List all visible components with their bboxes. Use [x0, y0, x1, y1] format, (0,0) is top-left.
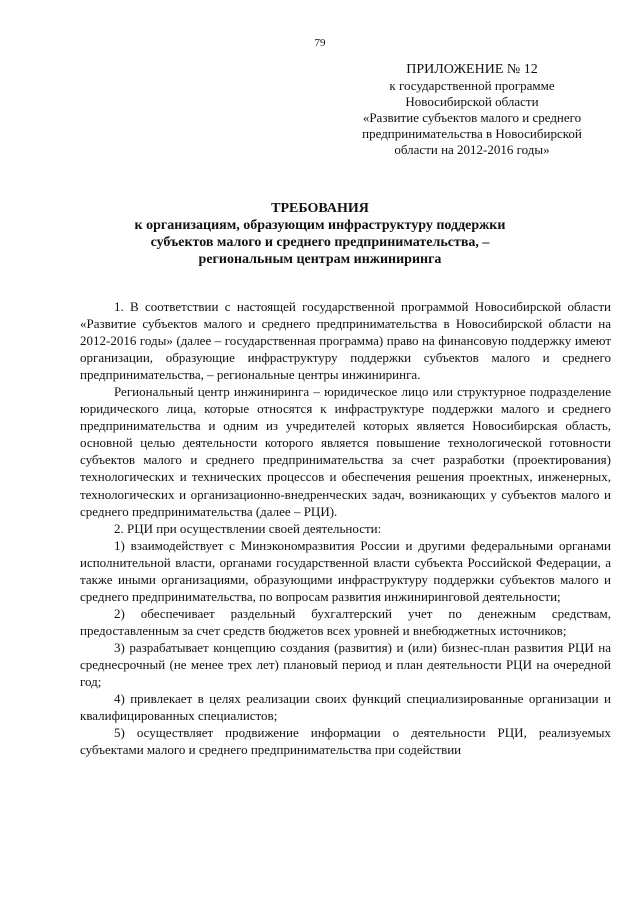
appendix-line: Новосибирской области — [405, 94, 539, 109]
paragraph-definition: Региональный центр инжиниринга – юридическое лицо или структурное подразделение юридического лица, которые относятся к инфраструктуре поддержки малого и среднего предпринимательства и одним из учредителей которых является Новосибирская область, основной целью деятельности которого является повышение технологической готовности субъектов малого и среднего предпринимательства за счет разработки (проектирования) технологических и технических процессов и обеспечения решения проектных, инженерных, технологических и организационно-внедренческих задач, возникающих у субъектов малого и среднего предпринимательства (далее – РЦИ). — [80, 384, 611, 519]
appendix-line: «Развитие субъектов малого и среднего — [362, 110, 582, 125]
heading-line: региональным центрам инжиниринга — [198, 252, 442, 267]
appendix-line: предпринимательства в Новосибирской — [362, 126, 582, 141]
appendix-line: области на 2012-2016 годы» — [394, 142, 550, 157]
page-number: 79 — [314, 37, 326, 49]
list-item-3: 3) разрабатывает концепцию создания (развития) и (или) бизнес-план развития РЦИ на среднесрочный (не менее трех лет) плановый период и план деятельности РЦИ на очередной год; — [80, 639, 611, 690]
document-heading — [80, 200, 560, 268]
list-item-4: 4) привлекает в целях реализации своих функций специализированные организации и квалифицированных специалистов; — [80, 691, 611, 724]
appendix-title: ПРИЛОЖЕНИЕ № 12 — [406, 62, 538, 77]
list-item-5: 5) осуществляет продвижение информации о деятельности РЦИ, реализуемых субъектами малого и среднего предпринимательства при содействии — [80, 725, 611, 758]
list-item-2: 2) обеспечивает раздельный бухгалтерский учет по денежным средствам, предоставленным за счет средств бюджетов всех уровней и внебюджетных источников; — [80, 605, 611, 638]
list-item-1: 1) взаимодействует с Минэкономразвития России и другими федеральными органами исполнительной власти, органами государственной власти субъекта Российской Федерации, а также иными организациями, образующими инфраструктуру поддержки субъектов малого и среднего предпринимательства, по вопросам развития инжиниринговой деятельности; — [80, 537, 611, 604]
paragraph-2: 2. РЦИ при осуществлении своей деятельности: — [114, 520, 382, 536]
heading-title: ТРЕБОВАНИЯ — [271, 201, 369, 216]
appendix-block — [336, 62, 608, 158]
heading-line: к организациям, образующим инфраструктуру поддержки — [134, 218, 506, 233]
appendix-line: к государственной программе — [389, 78, 555, 93]
paragraph-1: 1. В соответствии с настоящей государственной программой Новосибирской области «Развитие субъектов малого и среднего предпринимательства в Новосибирской области на 2012-2016 годы» (далее – государственная программа) право на финансовую поддержку имеют организации, образующие инфраструктуру поддержки субъектов малого и среднего предпринимательства, – региональные центры инжиниринга. — [80, 299, 611, 383]
heading-line: субъектов малого и среднего предпринимательства, – — [150, 235, 490, 250]
document-body — [80, 298, 611, 758]
